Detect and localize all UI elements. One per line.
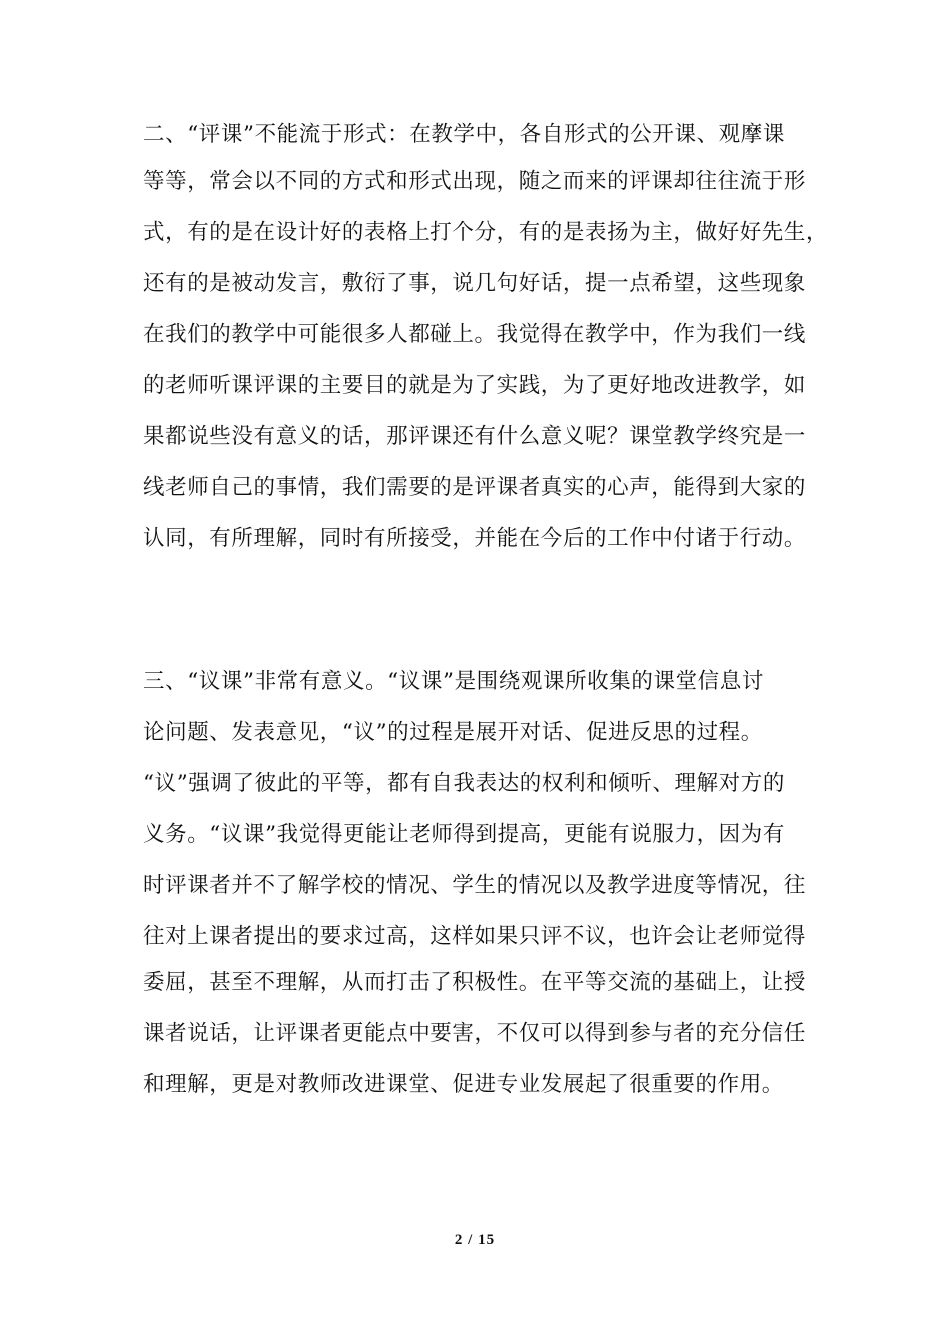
- paragraph-line: 委屈，甚至不理解，从而打击了积极性。在平等交流的基础上，让授: [143, 970, 807, 995]
- page-number: 2 / 15: [454, 1232, 496, 1248]
- paragraph-line: 在我们的教学中可能很多人都碰上。我觉得在教学中，作为我们一线: [143, 322, 807, 347]
- paragraph-line: 和理解，更是对教师改进课堂、促进专业发展起了很重要的作用。: [143, 1072, 784, 1097]
- paragraph-line: 的老师听课评课的主要目的就是为了实践，为了更好地改进教学，如: [143, 373, 807, 398]
- paragraph-line: 认同，有所理解，同时有所接受，并能在今后的工作中付诸于行动。: [143, 526, 807, 551]
- paragraph-line: 论问题、发表意见，“议”的过程是展开对话、促进反思的过程。: [143, 720, 763, 745]
- paragraph-line: 往对上课者提出的要求过高，这样如果只评不议，也许会让老师觉得: [143, 924, 807, 949]
- paragraph-line: 果都说些没有意义的话，那评课还有什么意义呢？课堂教学终究是一: [143, 424, 807, 449]
- paragraph-line: 式，有的是在设计好的表格上打个分，有的是表扬为主，做好好先生，: [143, 220, 829, 245]
- paragraph-line: 时评课者并不了解学校的情况、学生的情况以及教学进度等情况，往: [143, 873, 807, 898]
- paragraph-line: 三、“议课”非常有意义。“议课”是围绕观课所收集的课堂信息讨: [143, 669, 764, 694]
- paragraph-line: 义务。“议课”我觉得更能让老师得到提高，更能有说服力，因为有: [143, 822, 785, 847]
- paragraph-line: 线老师自己的事情，我们需要的是评课者真实的心声，能得到大家的: [143, 475, 807, 500]
- paragraph-line: 课者说话，让评课者更能点中要害，不仅可以得到参与者的充分信任: [143, 1021, 807, 1046]
- paragraph-line: 等等，常会以不同的方式和形式出现，随之而来的评课却往往流于形: [143, 169, 807, 194]
- paragraph-line: 二、“评课”不能流于形式：在教学中，各自形式的公开课、观摩课: [143, 122, 785, 147]
- paragraph-line: “议”强调了彼此的平等，都有自我表达的权利和倾听、理解对方的: [143, 771, 785, 796]
- paragraph-line: 还有的是被动发言，敷衍了事，说几句好话，提一点希望，这些现象: [143, 271, 807, 296]
